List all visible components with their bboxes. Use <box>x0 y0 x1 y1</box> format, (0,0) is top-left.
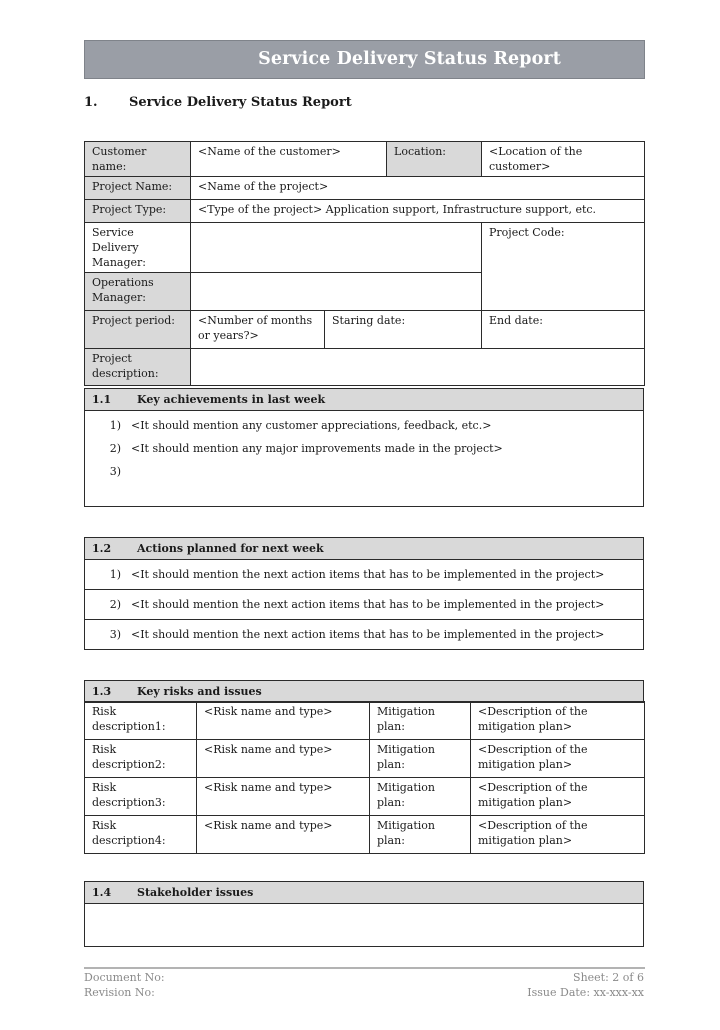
item-text: <It should mention the next action items that has to be implemented in the project> <box>131 628 605 641</box>
item-number: 1) <box>109 568 121 581</box>
project-code-field[interactable] <box>482 223 645 311</box>
item-text: <It should mention the next action items that has to be implemented in the project> <box>131 598 605 611</box>
mitigation-label: Mitigation plan: <box>370 816 471 854</box>
item-number: 1) <box>109 419 121 432</box>
mitigation-label: Mitigation plan: <box>370 778 471 816</box>
risk-field[interactable]: <Risk name and type> <box>197 778 370 816</box>
actions-title: Actions planned for next week <box>137 542 324 555</box>
project-period-row <box>85 311 645 349</box>
risk-label: Risk description4: <box>85 816 197 854</box>
mitigation-field[interactable]: <Description of the mitigation plan> <box>471 816 645 854</box>
risk-label: Risk description2: <box>85 740 197 778</box>
project-period-field[interactable]: <Number of months or years?> <box>191 311 325 349</box>
table-row <box>85 702 645 740</box>
end-date-label: End date: <box>489 314 543 327</box>
project-description-field[interactable] <box>191 349 645 386</box>
mitigation-field[interactable]: <Description of the mitigation plan> <box>471 740 645 778</box>
sdm-field[interactable] <box>191 223 482 273</box>
customer-row <box>85 142 645 177</box>
achievements-title: Key achievements in last week <box>137 393 326 406</box>
list-item[interactable] <box>85 560 643 590</box>
ops-manager-field[interactable] <box>191 273 482 311</box>
banner-title: Service Delivery Status Report <box>258 49 561 69</box>
title-banner <box>84 40 645 79</box>
ops-manager-label: Operations Manager: <box>85 273 191 311</box>
item-number: 3) <box>109 628 121 641</box>
section-title: Service Delivery Status Report <box>129 95 352 110</box>
stakeholder-title: Stakeholder issues <box>137 886 254 899</box>
footer-right <box>527 970 644 1000</box>
risk-field[interactable]: <Risk name and type> <box>197 816 370 854</box>
section-number: 1. <box>84 95 98 110</box>
table-row <box>85 816 645 854</box>
risks-number: 1.3 <box>92 685 112 698</box>
starting-date-label: Staring date: <box>332 314 406 327</box>
list-item[interactable] <box>85 620 643 649</box>
risks-title: Key risks and issues <box>137 685 262 698</box>
actions-section <box>84 537 644 650</box>
mitigation-label: Mitigation plan: <box>370 740 471 778</box>
risks-table <box>84 701 645 854</box>
customer-name-field[interactable]: <Name of the customer> <box>191 142 387 177</box>
item-number: 2) <box>109 598 121 611</box>
list-item <box>85 460 643 483</box>
risk-field[interactable]: <Risk name and type> <box>197 740 370 778</box>
sdm-row <box>85 223 645 273</box>
list-item <box>85 414 643 437</box>
stakeholder-header <box>85 882 643 904</box>
table-row <box>85 740 645 778</box>
list-item[interactable] <box>85 590 643 620</box>
item-number: 2) <box>109 442 121 455</box>
item-text: <It should mention the next action items that has to be implemented in the project> <box>131 568 605 581</box>
item-text: <It should mention any customer appreciations, feedback, etc.> <box>131 419 492 432</box>
stakeholder-field[interactable] <box>85 904 643 944</box>
achievements-section <box>84 388 644 507</box>
actions-list <box>85 560 643 649</box>
sdm-label: Service Delivery Manager: <box>85 223 191 273</box>
risk-label: Risk description3: <box>85 778 197 816</box>
mitigation-field[interactable]: <Description of the mitigation plan> <box>471 778 645 816</box>
project-type-field[interactable]: <Type of the project> Application support, Infrastructure support, etc. <box>191 200 645 223</box>
document-no: Document No: <box>84 971 165 984</box>
mitigation-field[interactable]: <Description of the mitigation plan> <box>471 702 645 740</box>
list-item <box>85 437 643 460</box>
project-description-row <box>85 349 645 386</box>
project-name-field[interactable]: <Name of the project> <box>191 177 645 200</box>
project-info-table <box>84 141 645 386</box>
project-description-label: Project description: <box>85 349 191 386</box>
item-number: 3) <box>109 465 121 478</box>
customer-name-label: Customer name: <box>85 142 191 177</box>
achievements-list[interactable] <box>85 411 643 483</box>
mitigation-label: Mitigation plan: <box>370 702 471 740</box>
project-type-row <box>85 200 645 223</box>
risks-header <box>85 681 643 703</box>
risk-field[interactable]: <Risk name and type> <box>197 702 370 740</box>
risks-header-box <box>84 680 644 703</box>
project-name-row <box>85 177 645 200</box>
actions-number: 1.2 <box>92 542 112 555</box>
risk-label: Risk description1: <box>85 702 197 740</box>
stakeholder-section <box>84 881 644 947</box>
end-date-field[interactable] <box>482 311 645 349</box>
footer-divider <box>84 967 645 969</box>
project-code-label: Project Code: <box>489 226 565 239</box>
item-text: <It should mention any major improvements made in the project> <box>131 442 503 455</box>
actions-header <box>85 538 643 560</box>
starting-date-field[interactable] <box>325 311 482 349</box>
revision-no: Revision No: <box>84 986 155 999</box>
achievements-number: 1.1 <box>92 393 112 406</box>
location-label: Location: <box>387 142 482 177</box>
achievements-header <box>85 389 643 411</box>
project-name-label: Project Name: <box>85 177 191 200</box>
footer-left <box>84 970 165 1000</box>
project-period-label: Project period: <box>85 311 191 349</box>
location-field[interactable]: <Location of the customer> <box>482 142 645 177</box>
issue-date: Issue Date: xx-xxx-xx <box>527 986 644 999</box>
table-row <box>85 778 645 816</box>
stakeholder-number: 1.4 <box>92 886 112 899</box>
sheet-number: Sheet: 2 of 6 <box>573 971 644 984</box>
section-heading <box>84 95 352 110</box>
project-type-label: Project Type: <box>85 200 191 223</box>
